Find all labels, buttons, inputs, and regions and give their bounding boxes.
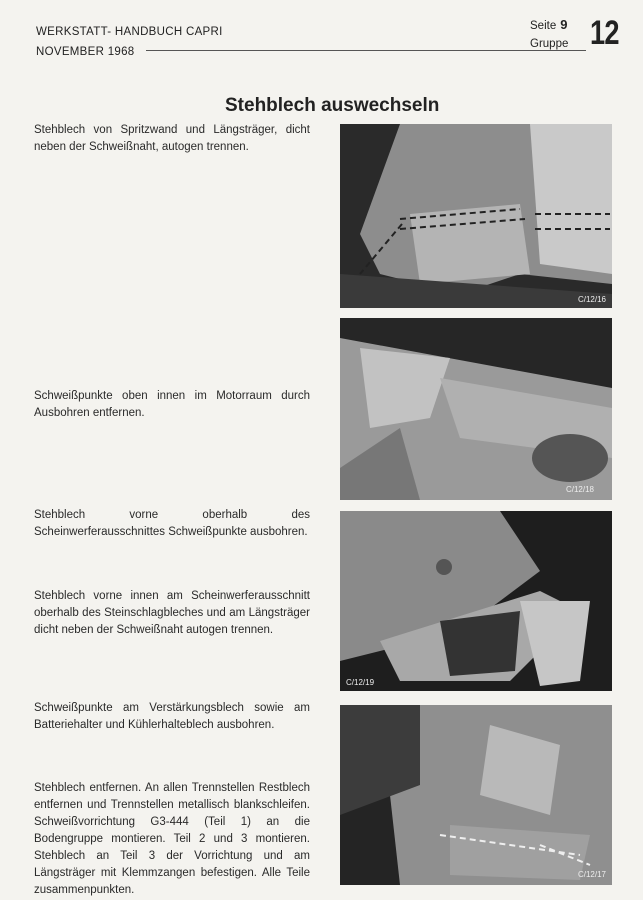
step-6: Stehblech entfernen. An allen Trennstellen Restblech entfernen und Trennstellen metallisch blankschleifen. Schweißvorrichtung G3-444 (Teil 1) an die Bodengruppe montieren. Teil 2 und 3 montieren. Stehblech an Teil 3 der Vorrichtung und am Längsträger mit Klemmzangen befestigen. Alle Teile zusammenpunkten.	[34, 782, 310, 896]
page-label: Seite	[530, 20, 557, 32]
step-2: Schweißpunkte oben innen im Motorraum durch Ausbohren entfernen.	[34, 390, 310, 419]
figure-4-photo	[340, 705, 612, 885]
figure-2-photo	[340, 318, 612, 500]
figure-1-label: C/12/16	[577, 295, 606, 304]
page-number: 9	[560, 17, 568, 32]
figure-1-photo	[340, 124, 612, 308]
header-rule	[146, 50, 586, 51]
manual-title: WERKSTATT- HANDBUCH CAPRI	[36, 26, 223, 38]
step-4: Stehblech vorne innen am Scheinwerferausschnitt oberhalb des Steinschlagbleches und am Längsträger dicht neben der Schweißnaht autogen trennen.	[34, 590, 310, 636]
group-label: Gruppe	[530, 38, 569, 50]
figure-4-label: C/12/17	[577, 870, 606, 879]
step-1: Stehblech von Spritzwand und Längsträger, dicht neben der Schweißnaht, autogen trennen.	[34, 124, 310, 153]
page-title: Stehblech auswechseln	[225, 95, 440, 116]
step-5: Schweißpunkte am Verstärkungsblech sowie am Batteriehalter und Kühlerhalteblech ausbohren.	[34, 702, 310, 731]
figure-3-photo	[340, 511, 612, 691]
header-manual-title	[36, 22, 223, 62]
group-number: 12	[590, 14, 619, 52]
figure-2-label: C/12/18	[565, 485, 594, 494]
step-3: Stehblech vorne oberhalb des Scheinwerferausschnittes Schweißpunkte ausbohren.	[34, 509, 310, 538]
figure-3-label: C/12/19	[346, 678, 375, 687]
manual-date: NOVEMBER 1968	[36, 46, 135, 58]
header-page-info	[530, 16, 568, 53]
